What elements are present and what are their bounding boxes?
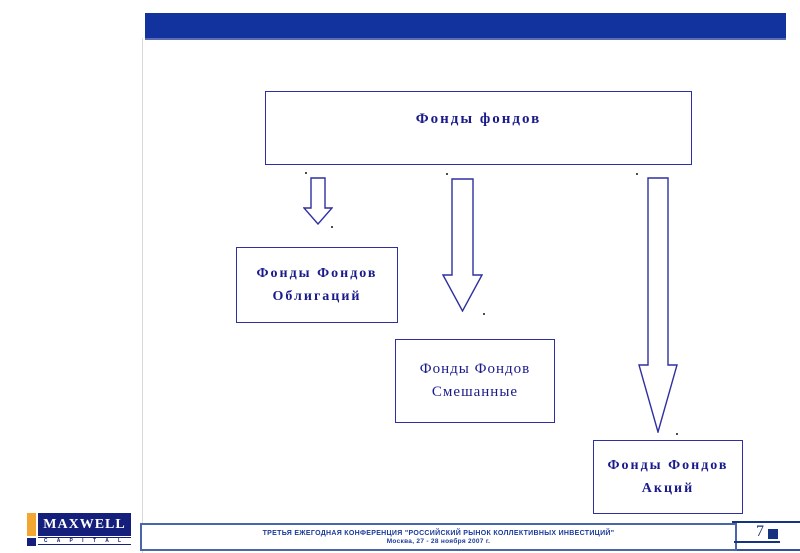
down-arrow-icon — [303, 177, 333, 225]
node-label-line2: Облигаций — [272, 289, 362, 304]
diagram-node-bond-funds — [236, 247, 398, 323]
logo-navy-square — [27, 538, 36, 546]
node-label-line1: Фонды Фондов — [256, 266, 378, 281]
page-number: 7 — [756, 523, 764, 540]
logo-gold-bar — [27, 513, 36, 536]
page-number-square — [768, 529, 778, 539]
node-label-line2: Акций — [641, 481, 695, 496]
maxwell-logo — [38, 513, 131, 536]
footer-banner — [140, 523, 737, 551]
node-label-line1: Фонды Фондов — [419, 361, 531, 377]
logo-brand-text: MAXWELL — [43, 516, 126, 532]
diagram-node-mixed-funds — [395, 339, 555, 423]
diagram-node-funds-of-funds — [265, 91, 692, 165]
diagram-node-equity-funds — [593, 440, 743, 514]
footer-conference-date: Москва, 27 - 28 ноября 2007 г. — [386, 537, 491, 545]
node-label: Фонды фондов — [415, 111, 542, 127]
stray-dot — [446, 173, 448, 175]
node-label-line2: Смешанные — [431, 384, 519, 400]
footer-conference-title: ТРЕТЬЯ ЕЖЕГОДНАЯ КОНФЕРЕНЦИЯ "РОССИЙСКИЙ РЫНОК КОЛЛЕКТИВНЫХ ИНВЕСТИЦИЙ" — [262, 529, 615, 537]
stray-dot — [676, 433, 678, 435]
footer-bottom-rule-extension — [737, 549, 800, 551]
stray-dot — [331, 226, 333, 228]
stray-dot — [305, 172, 307, 174]
node-label-line1: Фонды Фондов — [607, 458, 729, 473]
slide-title-bar — [145, 13, 786, 40]
down-arrow-icon — [638, 177, 678, 433]
page-number-underline — [734, 541, 780, 543]
stray-dot — [636, 173, 638, 175]
logo-capital-strip — [38, 537, 131, 545]
stray-dot — [483, 313, 485, 315]
content-left-divider — [142, 38, 143, 553]
down-arrow-icon — [442, 178, 483, 312]
logo-sub-text: C A P I T A L — [43, 538, 126, 544]
